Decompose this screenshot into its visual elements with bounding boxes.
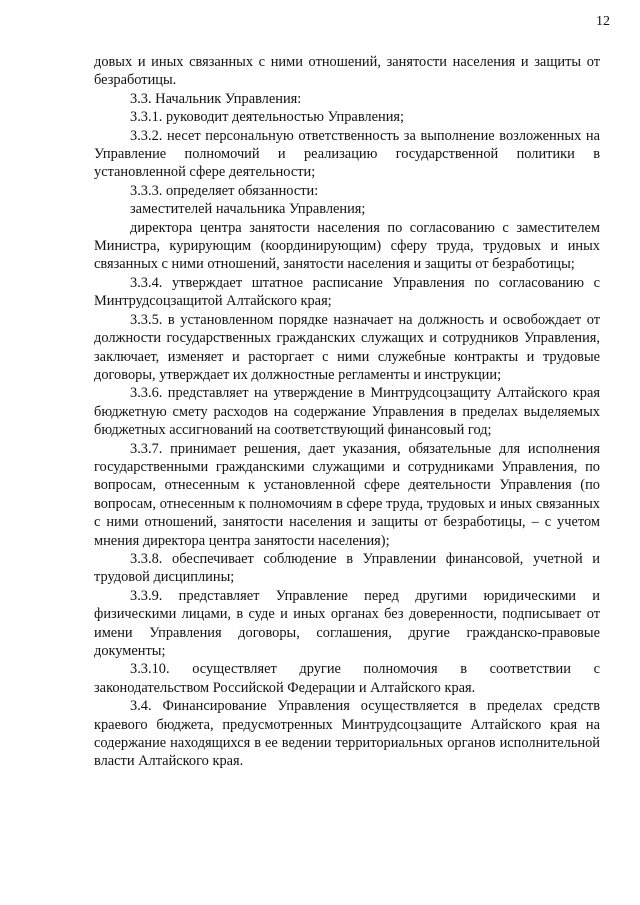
paragraph: 3.3.5. в установленном порядке назначает на должность и освобождает от должности государственных гражданских служащих и сотрудников Управления, заключает, изменяет и расторгает с ними служебные контракты и трудовые договоры, утверждает их должностные регламенты и инструкции; [94,311,600,383]
paragraph: 3.3.3. определяет обязанности: [130,182,319,199]
paragraph: 3.3.7. принимает решения, дает указания, обязательные для исполнения государственными гражданскими служащими и сотрудниками Управления, по вопросам, отнесенным к установленной сфере деятельности Управления (по вопросам, отнесенным к полномочиям в сфере труда, трудовых и иных связанных с ними отношений, занятости населения и защиты от безработицы, – с учетом мнения директора центра занятости населения); [94,440,600,549]
paragraph: 3.4. Финансирование Управления осуществляется в пределах средств краевого бюджета, предусмотренных Минтрудсоцзащите Алтайского края на содержание находящихся в ее ведении территориальных органов исполнительной власти Алтайского края. [94,698,600,770]
paragraph: довых и иных связанных с ними отношений, занятости населения и защиты от безработицы. [94,54,600,89]
paragraph: 3.3.9. представляет Управление перед другими юридическими и физическими лицами, в суде и иных органах без доверенности, подписывает от имени Управления договоры, соглашения, другие гражданско-правовые документы; [94,587,600,659]
body-text [94,53,600,771]
paragraph: 3.3.2. несет персональную ответственность за выполнение возложенных на Управление полномочий и реализацию государственной политики в установленной сфере деятельности; [94,127,600,181]
paragraph: 3.3.4. утверждает штатное расписание Управления по согласованию с Минтрудсоцзащитой Алтайского края; [94,274,600,310]
page-number: 12 [596,14,610,29]
paragraph: заместителей начальника Управления; [130,201,366,218]
paragraph: 3.3.8. обеспечивает соблюдение в Управлении финансовой, учетной и трудовой дисциплины; [94,550,600,586]
paragraph: 3.3.10. осуществляет другие полномочия в соответствии с законодательством Российской Федерации и Алтайского края. [94,661,600,696]
paragraph: 3.3. Начальник Управления: [130,90,302,107]
paragraph: 3.3.6. представляет на утверждение в Минтрудсоцзащиту Алтайского края бюджетную смету расходов на содержание Управления в пределах выделяемых бюджетных ассигнований на соответствующий финансовый год; [94,385,600,439]
paragraph: директора центра занятости населения по согласованию с заместителем Министра, курирующим (координирующим) сферу труда, трудовых и иных связанных с ними отношений, занятости населения и защиты от безработицы; [94,219,600,273]
paragraph: 3.3.1. руководит деятельностью Управления; [130,109,405,126]
